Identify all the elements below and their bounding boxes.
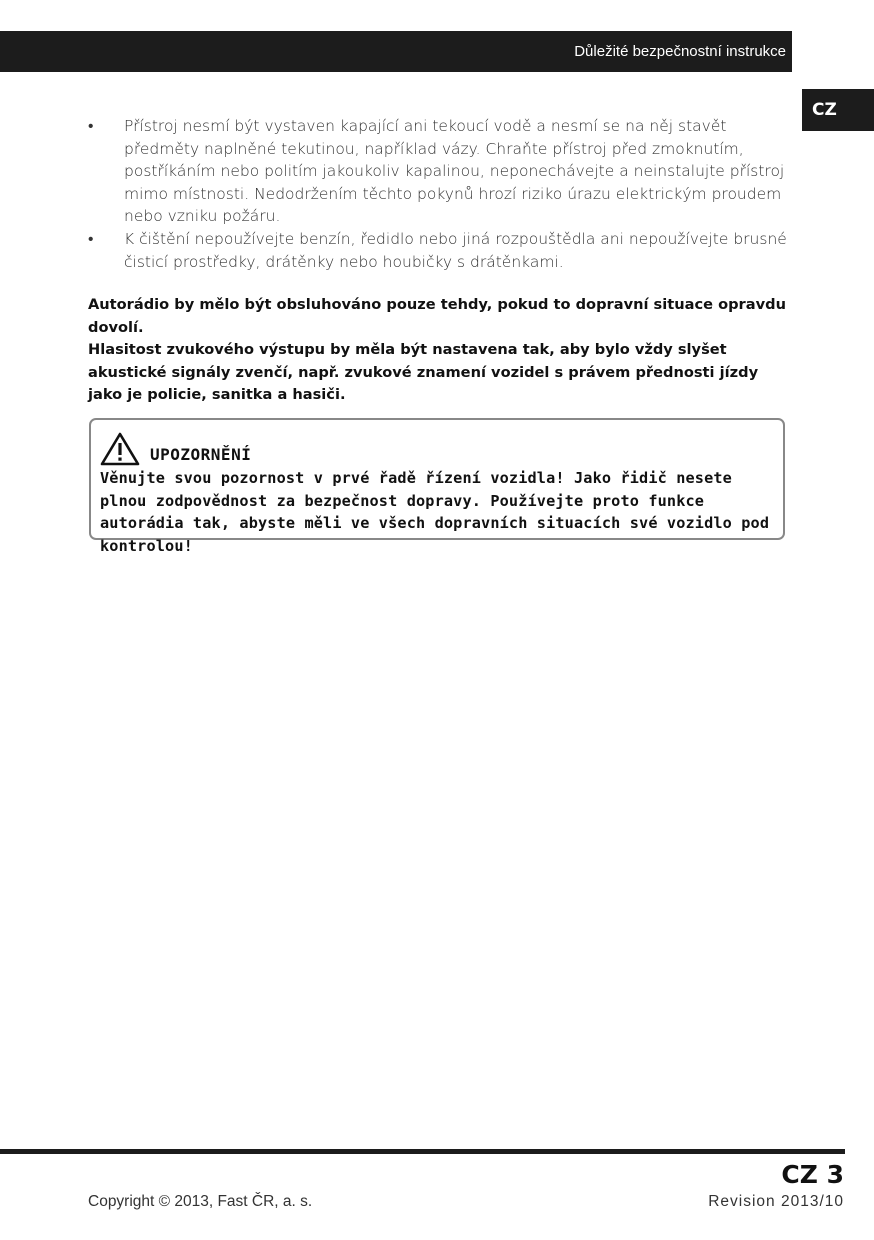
bullet-item: [88, 115, 788, 228]
bullet-item: [88, 228, 788, 273]
section-title: Důležité bezpečnostní instrukce: [574, 43, 786, 60]
language-tab-label: CZ: [812, 100, 837, 120]
bullet-marker: •: [88, 117, 94, 135]
bullet-marker: •: [88, 229, 94, 248]
page-number: CZ 3: [781, 1160, 844, 1189]
safety-bullet-list: [88, 115, 788, 273]
bullet-text: Přístroj nesmí být vystaven kapající ani tekoucí vodě a nesmí se na něj stavět předměty naplněné tekutinou, například vázy. Chraňte přístroj před zmoknutím, postříkáním nebo politím jakoukoliv kapalinou, neponechávejte a neinstalujte přístroj mimo místnosti. Nedodržením těchto pokynů hrozí riziko úrazu elektrickým proudem nebo vzniku požáru.: [124, 117, 785, 226]
copyright: Copyright © 2013, Fast ČR, a. s.: [88, 1193, 313, 1210]
bullet-text: K čištění nepoužívejte benzín, ředidlo nebo jiná rozpouštědla ani nepoužívejte brusné čisticí prostředky, drátěnky nebo houbičky s drátěnkami.: [124, 229, 787, 271]
bold-notes: [88, 294, 788, 407]
volume-note: Hlasitost zvukového výstupu by měla být nastavena tak, aby bylo vždy slyšet akustické signály zvenčí, např. zvukové znamení vozidel s právem přednosti jízdy jako je policie, sanitka a hasiči.: [88, 341, 759, 404]
revision: Revision 2013/10: [708, 1193, 844, 1210]
header-bar: [0, 31, 792, 72]
driving-note: Autorádio by mělo být obsluhováno pouze tehdy, pokud to dopravní situace opravdu dovolí.: [88, 296, 786, 336]
language-tab: [802, 89, 874, 131]
warning-triangle-icon: [100, 432, 140, 466]
warning-box: [89, 418, 785, 555]
warning-title: UPOZORNĚNÍ: [150, 445, 252, 464]
footer-rule: [0, 1149, 845, 1154]
warning-header: [100, 428, 775, 466]
warning-text: Věnujte svou pozornost v prvé řadě řízení vozidla! Jako řidič nesete plnou zodpovědnost za bezpečnost dopravy. Používejte proto funkce autorádia tak, abyste měli ve všech dopravních situacích své vozidlo pod kontrolou!: [100, 469, 770, 555]
